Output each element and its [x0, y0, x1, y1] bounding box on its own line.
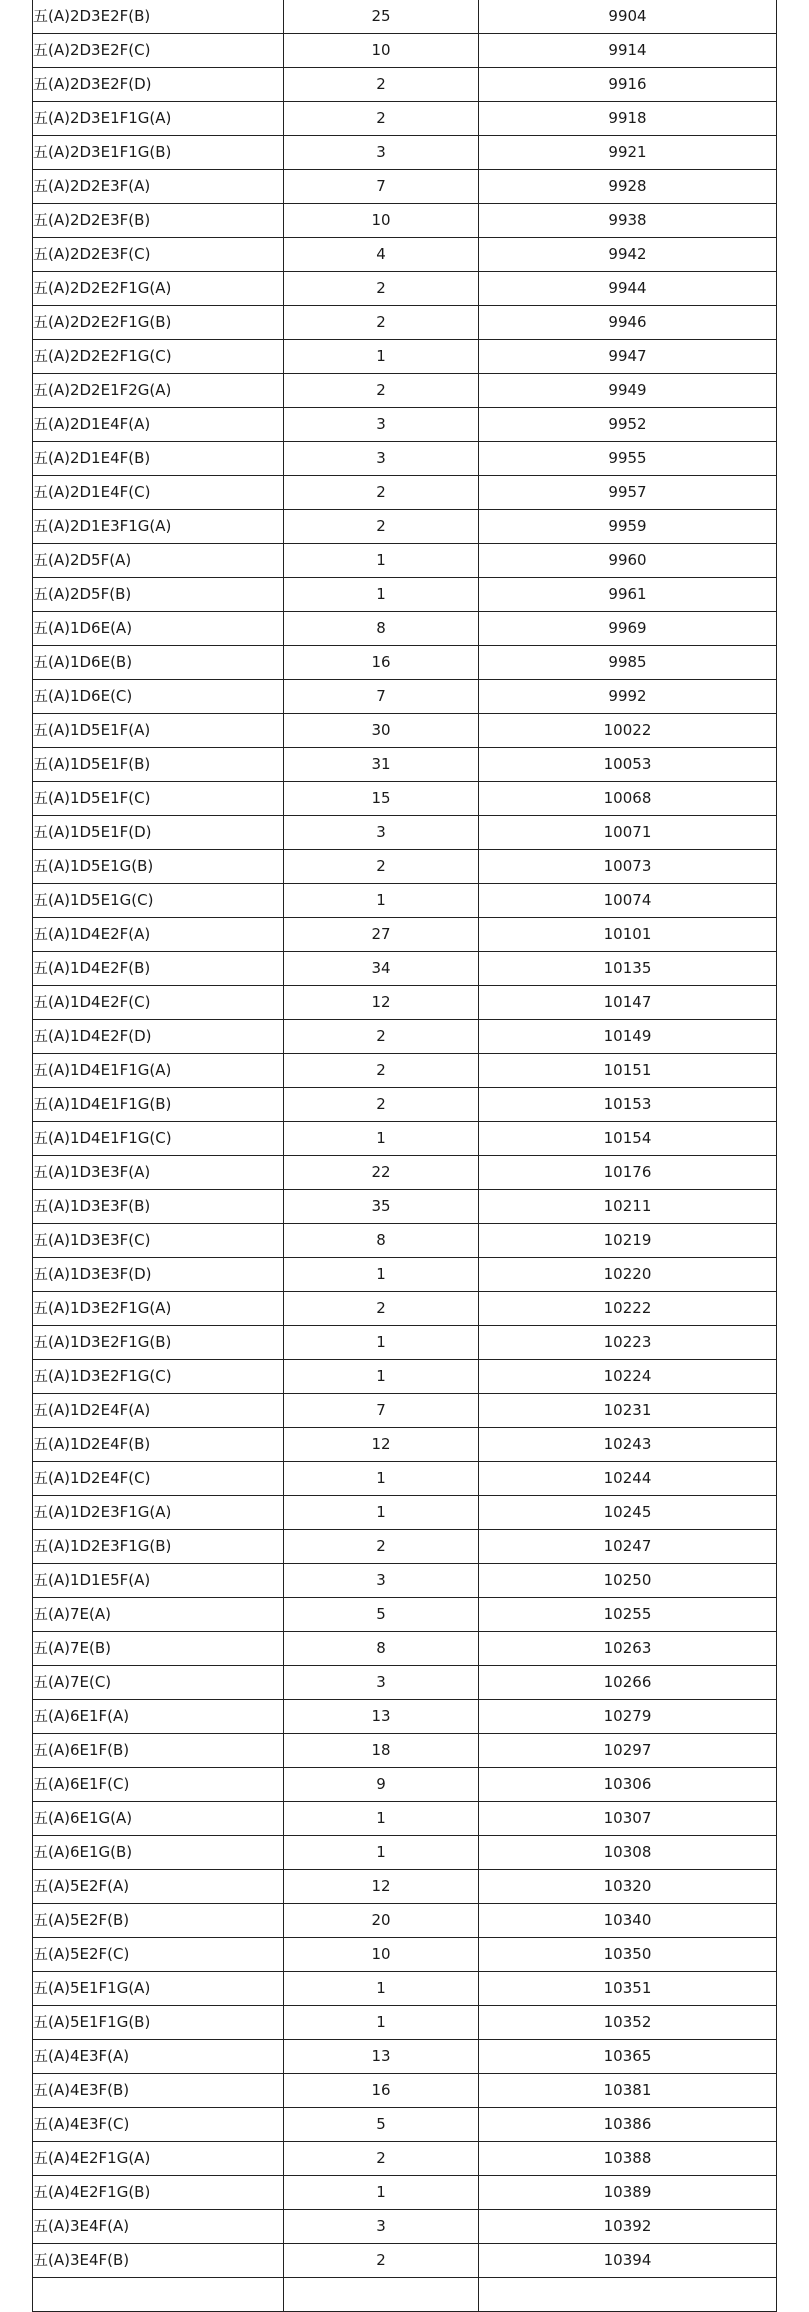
cell-count: 2	[284, 272, 479, 306]
cell-cumulative: 10365	[479, 2040, 777, 2074]
table-row	[33, 1394, 777, 1428]
table-row	[33, 1530, 777, 1564]
table-row	[33, 2244, 777, 2278]
cell-name: 五(A)5E2F(A)	[33, 1870, 284, 1904]
cell-count: 13	[284, 2040, 479, 2074]
table-row	[33, 1462, 777, 1496]
cell-cumulative: 10381	[479, 2074, 777, 2108]
cell-count: 30	[284, 714, 479, 748]
cell-count: 2	[284, 102, 479, 136]
cell-cumulative: 10266	[479, 1666, 777, 1700]
cell-name: 五(A)1D6E(A)	[33, 612, 284, 646]
cell-count: 1	[284, 1326, 479, 1360]
cell-cumulative: 10211	[479, 1190, 777, 1224]
cell-count: 8	[284, 1224, 479, 1258]
cell-cumulative: 10243	[479, 1428, 777, 1462]
cell-name	[33, 2278, 284, 2312]
cell-cumulative: 9946	[479, 306, 777, 340]
table-row	[33, 1190, 777, 1224]
table-row	[33, 1938, 777, 1972]
cell-cumulative: 10388	[479, 2142, 777, 2176]
table-row	[33, 2176, 777, 2210]
cell-count: 31	[284, 748, 479, 782]
table-row	[33, 1292, 777, 1326]
cell-cumulative: 9916	[479, 68, 777, 102]
cell-count: 34	[284, 952, 479, 986]
cell-cumulative: 9992	[479, 680, 777, 714]
table-row	[33, 510, 777, 544]
cell-cumulative: 9918	[479, 102, 777, 136]
table-row	[33, 1598, 777, 1632]
cell-count: 1	[284, 2176, 479, 2210]
cell-name: 五(A)1D6E(C)	[33, 680, 284, 714]
cell-cumulative: 10053	[479, 748, 777, 782]
table-row	[33, 1122, 777, 1156]
cell-cumulative: 10340	[479, 1904, 777, 1938]
cell-name: 五(A)1D4E2F(D)	[33, 1020, 284, 1054]
cell-name: 五(A)1D5E1F(C)	[33, 782, 284, 816]
cell-cumulative: 9955	[479, 442, 777, 476]
cell-cumulative: 10392	[479, 2210, 777, 2244]
cell-name: 五(A)4E3F(B)	[33, 2074, 284, 2108]
cell-cumulative: 10073	[479, 850, 777, 884]
cell-name: 五(A)2D3E2F(D)	[33, 68, 284, 102]
cell-cumulative: 9949	[479, 374, 777, 408]
cell-count: 18	[284, 1734, 479, 1768]
cell-name: 五(A)1D5E1G(C)	[33, 884, 284, 918]
cell-name: 五(A)1D5E1F(D)	[33, 816, 284, 850]
cell-count: 7	[284, 170, 479, 204]
cell-cumulative: 10386	[479, 2108, 777, 2142]
table-row	[33, 782, 777, 816]
cell-name: 五(A)1D3E3F(D)	[33, 1258, 284, 1292]
table-row	[33, 2040, 777, 2074]
cell-count: 1	[284, 578, 479, 612]
cell-cumulative: 10153	[479, 1088, 777, 1122]
table-row	[33, 1904, 777, 1938]
cell-cumulative: 10231	[479, 1394, 777, 1428]
cell-cumulative: 10351	[479, 1972, 777, 2006]
table-row	[33, 476, 777, 510]
table-row	[33, 68, 777, 102]
cell-count: 1	[284, 1802, 479, 1836]
cell-cumulative: 10074	[479, 884, 777, 918]
table-row	[33, 1666, 777, 1700]
table-row	[33, 340, 777, 374]
cell-count: 10	[284, 34, 479, 68]
cell-count: 5	[284, 1598, 479, 1632]
cell-cumulative: 10255	[479, 1598, 777, 1632]
cell-name: 五(A)4E2F1G(A)	[33, 2142, 284, 2176]
cell-count: 2	[284, 850, 479, 884]
cell-name: 五(A)1D3E2F1G(A)	[33, 1292, 284, 1326]
cell-cumulative: 10389	[479, 2176, 777, 2210]
cell-name: 五(A)6E1F(B)	[33, 1734, 284, 1768]
cell-name: 五(A)1D4E2F(C)	[33, 986, 284, 1020]
cell-count: 12	[284, 1428, 479, 1462]
cell-cumulative: 10071	[479, 816, 777, 850]
cell-count: 2	[284, 1088, 479, 1122]
cell-name: 五(A)6E1G(A)	[33, 1802, 284, 1836]
cell-name: 五(A)3E4F(B)	[33, 2244, 284, 2278]
table-row	[33, 2108, 777, 2142]
cell-name: 五(A)1D4E2F(A)	[33, 918, 284, 952]
cell-name: 五(A)1D2E4F(A)	[33, 1394, 284, 1428]
cell-name: 五(A)5E1F1G(A)	[33, 1972, 284, 2006]
cell-name: 五(A)1D4E1F1G(A)	[33, 1054, 284, 1088]
table-row	[33, 272, 777, 306]
table-row	[33, 442, 777, 476]
cell-name: 五(A)2D5F(A)	[33, 544, 284, 578]
cell-cumulative: 10151	[479, 1054, 777, 1088]
table-row	[33, 1734, 777, 1768]
table-row	[33, 612, 777, 646]
cell-cumulative: 10263	[479, 1632, 777, 1666]
cell-cumulative: 10247	[479, 1530, 777, 1564]
table-row	[33, 1768, 777, 1802]
cell-count: 5	[284, 2108, 479, 2142]
table-row	[33, 1020, 777, 1054]
cell-name: 五(A)1D5E1G(B)	[33, 850, 284, 884]
cell-count: 15	[284, 782, 479, 816]
cell-cumulative: 9961	[479, 578, 777, 612]
cell-cumulative: 10308	[479, 1836, 777, 1870]
cell-count: 1	[284, 1360, 479, 1394]
cell-count: 1	[284, 1972, 479, 2006]
cell-name: 五(A)1D2E4F(B)	[33, 1428, 284, 1462]
table-row	[33, 816, 777, 850]
table-row	[33, 374, 777, 408]
cell-name: 五(A)2D5F(B)	[33, 578, 284, 612]
table-row	[33, 306, 777, 340]
cell-name: 五(A)2D2E3F(A)	[33, 170, 284, 204]
cell-cumulative: 9944	[479, 272, 777, 306]
cell-count: 10	[284, 204, 479, 238]
cell-name: 五(A)1D4E1F1G(B)	[33, 1088, 284, 1122]
cell-count: 16	[284, 646, 479, 680]
cell-cumulative: 10245	[479, 1496, 777, 1530]
cell-name: 五(A)2D3E2F(B)	[33, 0, 284, 34]
cell-name: 五(A)1D4E1F1G(C)	[33, 1122, 284, 1156]
cell-name: 五(A)5E2F(C)	[33, 1938, 284, 1972]
table-row	[33, 408, 777, 442]
cell-count: 1	[284, 1496, 479, 1530]
table-row	[33, 102, 777, 136]
data-table	[32, 0, 777, 2312]
table-row	[33, 1054, 777, 1088]
cell-cumulative: 9947	[479, 340, 777, 374]
data-table-container	[32, 0, 776, 2312]
cell-cumulative: 9921	[479, 136, 777, 170]
cell-name: 五(A)2D1E3F1G(A)	[33, 510, 284, 544]
cell-count: 1	[284, 884, 479, 918]
table-row	[33, 1836, 777, 1870]
table-row	[33, 1258, 777, 1292]
cell-cumulative: 9904	[479, 0, 777, 34]
table-row	[33, 2142, 777, 2176]
table-row	[33, 884, 777, 918]
table-row	[33, 1326, 777, 1360]
table-row	[33, 1870, 777, 1904]
table-row	[33, 714, 777, 748]
cell-cumulative: 9960	[479, 544, 777, 578]
cell-name: 五(A)1D5E1F(B)	[33, 748, 284, 782]
cell-cumulative: 10244	[479, 1462, 777, 1496]
cell-count: 4	[284, 238, 479, 272]
table-row	[33, 0, 777, 34]
cell-count: 7	[284, 680, 479, 714]
cell-cumulative: 9938	[479, 204, 777, 238]
cell-name: 五(A)2D2E1F2G(A)	[33, 374, 284, 408]
cell-count: 1	[284, 1122, 479, 1156]
table-row	[33, 1496, 777, 1530]
cell-cumulative	[479, 2278, 777, 2312]
cell-name: 五(A)1D2E4F(C)	[33, 1462, 284, 1496]
table-body	[33, 0, 777, 2312]
cell-count: 7	[284, 1394, 479, 1428]
cell-cumulative: 10022	[479, 714, 777, 748]
cell-cumulative: 10068	[479, 782, 777, 816]
cell-name: 五(A)7E(A)	[33, 1598, 284, 1632]
cell-name: 五(A)1D3E2F1G(B)	[33, 1326, 284, 1360]
cell-cumulative: 10219	[479, 1224, 777, 1258]
cell-name: 五(A)1D3E3F(C)	[33, 1224, 284, 1258]
cell-name: 五(A)2D3E1F1G(B)	[33, 136, 284, 170]
cell-count: 3	[284, 2210, 479, 2244]
cell-count: 2	[284, 1292, 479, 1326]
cell-cumulative: 10147	[479, 986, 777, 1020]
cell-cumulative: 10250	[479, 1564, 777, 1598]
table-row	[33, 1564, 777, 1598]
cell-cumulative: 9959	[479, 510, 777, 544]
cell-count: 2	[284, 476, 479, 510]
cell-name: 五(A)1D2E3F1G(B)	[33, 1530, 284, 1564]
cell-name: 五(A)2D2E2F1G(A)	[33, 272, 284, 306]
cell-name: 五(A)2D1E4F(B)	[33, 442, 284, 476]
cell-count: 2	[284, 2244, 479, 2278]
cell-name: 五(A)2D2E3F(C)	[33, 238, 284, 272]
cell-name: 五(A)4E3F(A)	[33, 2040, 284, 2074]
table-row	[33, 544, 777, 578]
cell-cumulative: 10222	[479, 1292, 777, 1326]
table-row	[33, 1224, 777, 1258]
cell-count: 1	[284, 2006, 479, 2040]
cell-name: 五(A)2D2E2F1G(C)	[33, 340, 284, 374]
cell-cumulative: 9914	[479, 34, 777, 68]
cell-count: 1	[284, 544, 479, 578]
cell-count: 2	[284, 306, 479, 340]
cell-name: 五(A)4E3F(C)	[33, 2108, 284, 2142]
table-row	[33, 1428, 777, 1462]
table-row	[33, 238, 777, 272]
cell-cumulative: 10297	[479, 1734, 777, 1768]
cell-cumulative: 9957	[479, 476, 777, 510]
cell-name: 五(A)3E4F(A)	[33, 2210, 284, 2244]
cell-name: 五(A)1D1E5F(A)	[33, 1564, 284, 1598]
cell-name: 五(A)1D5E1F(A)	[33, 714, 284, 748]
cell-name: 五(A)7E(C)	[33, 1666, 284, 1700]
table-row	[33, 1802, 777, 1836]
cell-cumulative: 10149	[479, 1020, 777, 1054]
table-row	[33, 1632, 777, 1666]
cell-count: 1	[284, 1462, 479, 1496]
table-row	[33, 578, 777, 612]
cell-count: 22	[284, 1156, 479, 1190]
cell-cumulative: 10154	[479, 1122, 777, 1156]
cell-count	[284, 2278, 479, 2312]
table-row	[33, 2278, 777, 2312]
cell-cumulative: 10279	[479, 1700, 777, 1734]
cell-name: 五(A)6E1F(A)	[33, 1700, 284, 1734]
table-row	[33, 680, 777, 714]
cell-cumulative: 10306	[479, 1768, 777, 1802]
cell-count: 2	[284, 1530, 479, 1564]
cell-name: 五(A)5E1F1G(B)	[33, 2006, 284, 2040]
cell-name: 五(A)1D4E2F(B)	[33, 952, 284, 986]
cell-cumulative: 10320	[479, 1870, 777, 1904]
cell-count: 3	[284, 816, 479, 850]
table-row	[33, 2006, 777, 2040]
table-row	[33, 2210, 777, 2244]
table-row	[33, 1088, 777, 1122]
cell-name: 五(A)2D3E2F(C)	[33, 34, 284, 68]
cell-count: 10	[284, 1938, 479, 1972]
cell-count: 20	[284, 1904, 479, 1938]
table-row	[33, 952, 777, 986]
table-row	[33, 918, 777, 952]
table-row	[33, 136, 777, 170]
cell-name: 五(A)1D2E3F1G(A)	[33, 1496, 284, 1530]
table-row	[33, 204, 777, 238]
cell-cumulative: 10101	[479, 918, 777, 952]
cell-name: 五(A)1D3E2F1G(C)	[33, 1360, 284, 1394]
cell-count: 3	[284, 442, 479, 476]
cell-cumulative: 10352	[479, 2006, 777, 2040]
cell-count: 27	[284, 918, 479, 952]
cell-count: 1	[284, 1836, 479, 1870]
table-row	[33, 1972, 777, 2006]
cell-cumulative: 10135	[479, 952, 777, 986]
cell-name: 五(A)1D3E3F(B)	[33, 1190, 284, 1224]
cell-count: 2	[284, 510, 479, 544]
cell-count: 12	[284, 986, 479, 1020]
table-row	[33, 1700, 777, 1734]
cell-name: 五(A)2D3E1F1G(A)	[33, 102, 284, 136]
cell-count: 1	[284, 340, 479, 374]
cell-cumulative: 10307	[479, 1802, 777, 1836]
cell-name: 五(A)1D3E3F(A)	[33, 1156, 284, 1190]
cell-count: 16	[284, 2074, 479, 2108]
table-row	[33, 34, 777, 68]
cell-cumulative: 10223	[479, 1326, 777, 1360]
cell-count: 8	[284, 612, 479, 646]
cell-cumulative: 10350	[479, 1938, 777, 1972]
cell-cumulative: 9952	[479, 408, 777, 442]
cell-count: 9	[284, 1768, 479, 1802]
cell-cumulative: 10220	[479, 1258, 777, 1292]
cell-name: 五(A)4E2F1G(B)	[33, 2176, 284, 2210]
cell-name: 五(A)6E1G(B)	[33, 1836, 284, 1870]
cell-count: 3	[284, 1666, 479, 1700]
cell-cumulative: 10224	[479, 1360, 777, 1394]
cell-count: 13	[284, 1700, 479, 1734]
cell-cumulative: 10394	[479, 2244, 777, 2278]
cell-count: 1	[284, 1258, 479, 1292]
cell-name: 五(A)2D1E4F(A)	[33, 408, 284, 442]
cell-count: 2	[284, 1054, 479, 1088]
cell-cumulative: 9969	[479, 612, 777, 646]
table-row	[33, 2074, 777, 2108]
table-row	[33, 748, 777, 782]
cell-cumulative: 9985	[479, 646, 777, 680]
cell-count: 2	[284, 2142, 479, 2176]
cell-name: 五(A)7E(B)	[33, 1632, 284, 1666]
cell-cumulative: 9942	[479, 238, 777, 272]
cell-count: 8	[284, 1632, 479, 1666]
cell-name: 五(A)2D1E4F(C)	[33, 476, 284, 510]
cell-name: 五(A)6E1F(C)	[33, 1768, 284, 1802]
table-row	[33, 170, 777, 204]
table-row	[33, 1156, 777, 1190]
table-row	[33, 850, 777, 884]
cell-count: 3	[284, 136, 479, 170]
cell-count: 25	[284, 0, 479, 34]
cell-count: 2	[284, 374, 479, 408]
cell-cumulative: 10176	[479, 1156, 777, 1190]
cell-name: 五(A)1D6E(B)	[33, 646, 284, 680]
cell-count: 2	[284, 68, 479, 102]
cell-name: 五(A)2D2E2F1G(B)	[33, 306, 284, 340]
cell-count: 3	[284, 408, 479, 442]
cell-count: 3	[284, 1564, 479, 1598]
cell-name: 五(A)5E2F(B)	[33, 1904, 284, 1938]
cell-count: 2	[284, 1020, 479, 1054]
cell-count: 35	[284, 1190, 479, 1224]
table-row	[33, 646, 777, 680]
cell-count: 12	[284, 1870, 479, 1904]
table-row	[33, 986, 777, 1020]
cell-name: 五(A)2D2E3F(B)	[33, 204, 284, 238]
cell-cumulative: 9928	[479, 170, 777, 204]
table-row	[33, 1360, 777, 1394]
